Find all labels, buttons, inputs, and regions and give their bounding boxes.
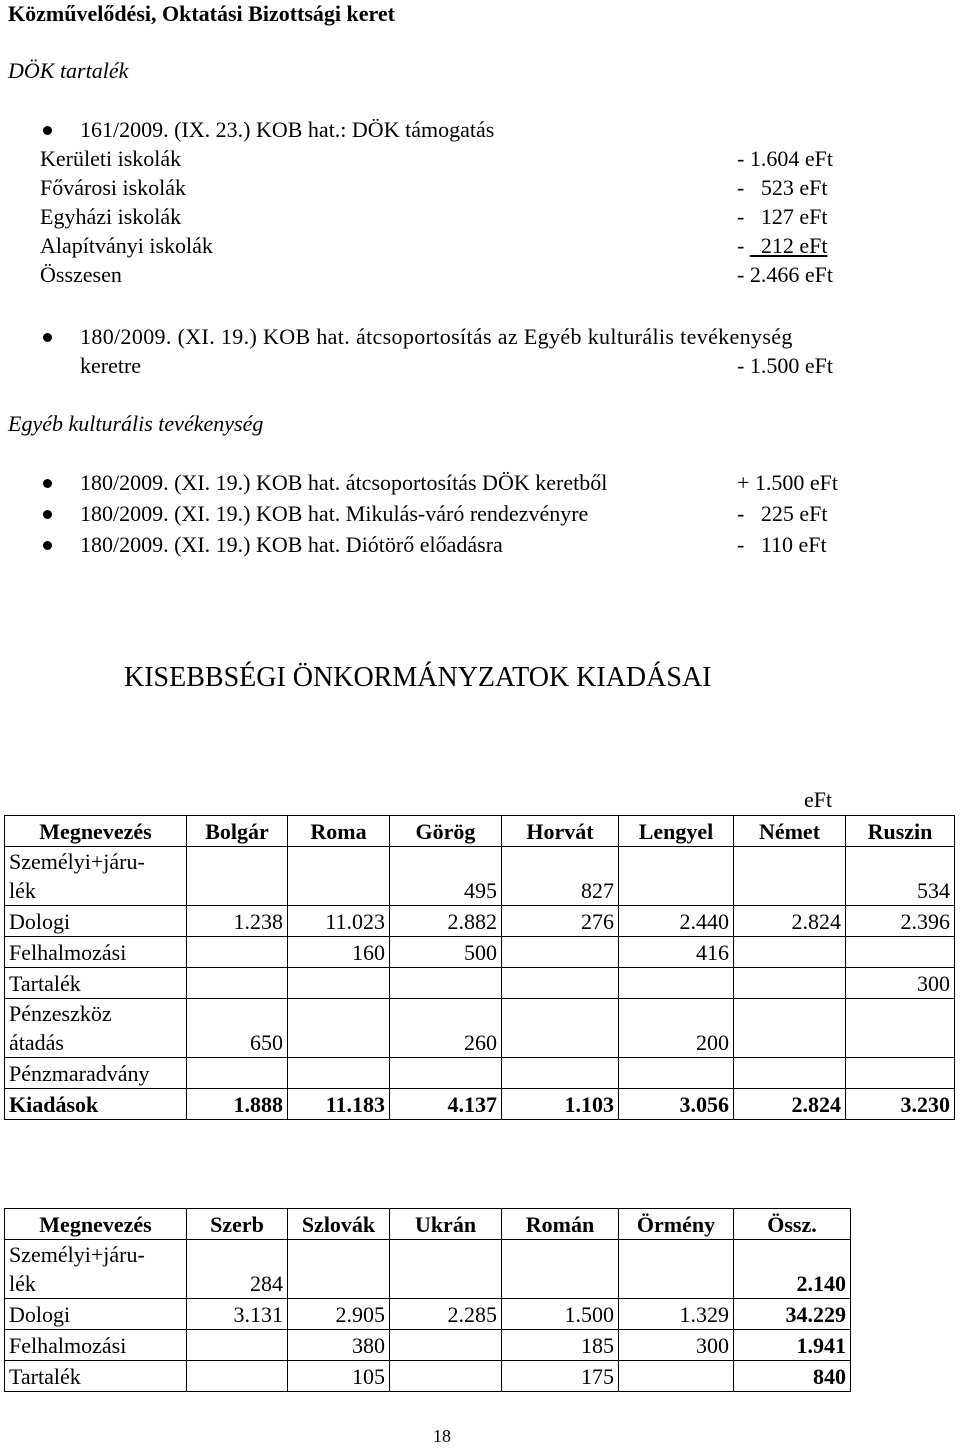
table-cell: 500: [390, 937, 502, 968]
table-cell: [846, 1058, 955, 1089]
table-cell: 105: [288, 1361, 390, 1392]
table-cell: 3.131: [187, 1299, 288, 1330]
table-cell: [187, 1058, 288, 1089]
bullet-icon: [43, 479, 52, 488]
column-header: Horvát: [502, 816, 619, 847]
table-header-row: [5, 1209, 851, 1240]
column-header: Roma: [288, 816, 390, 847]
row-label: Dologi: [5, 1299, 187, 1330]
table-cell: 1.888: [187, 1089, 288, 1120]
table-cell: [288, 999, 390, 1058]
column-header: Bolgár: [187, 816, 288, 847]
page-number: 18: [433, 1426, 451, 1446]
table-cell: [734, 847, 846, 906]
column-header: Szlovák: [288, 1209, 390, 1240]
table-cell: 11.183: [288, 1089, 390, 1120]
table-cell: 2.396: [846, 906, 955, 937]
table-cell: [390, 1058, 502, 1089]
dok-row-amount: - 127 eFt: [737, 204, 828, 229]
table-cell: [187, 968, 288, 999]
amount-underlined: 212 eFt: [749, 233, 828, 258]
row-label: Felhalmozási: [5, 937, 187, 968]
column-header: Szerb: [187, 1209, 288, 1240]
egyeb-item: 180/2009. (XI. 19.) KOB hat. Diótörő előadásra: [80, 532, 503, 557]
table-row: [5, 1240, 851, 1299]
table-cell: 175: [502, 1361, 619, 1392]
table-cell: [734, 937, 846, 968]
table-row: [5, 999, 955, 1058]
egyeb-item-amount: + 1.500 eFt: [737, 470, 839, 495]
table-cell: 4.137: [390, 1089, 502, 1120]
table-total-row: [5, 1089, 955, 1120]
section-title: Közművelődési, Oktatási Bizottsági keret: [8, 1, 395, 26]
subtitle-dok-tartalek: DÖK tartalék: [8, 58, 129, 83]
kisebbsegi-table-1: [4, 815, 955, 1120]
table-cell: [502, 1240, 619, 1299]
row-label: Tartalék: [5, 1361, 187, 1392]
table-row: [5, 1361, 851, 1392]
dok-row-label: Alapítványi iskolák: [40, 233, 213, 258]
table-cell: 650: [187, 999, 288, 1058]
table-cell: 534: [846, 847, 955, 906]
table-cell: 1.500: [502, 1299, 619, 1330]
table-row: [5, 1299, 851, 1330]
table-cell: [734, 968, 846, 999]
row-label: Dologi: [5, 906, 187, 937]
table-cell: 185: [502, 1330, 619, 1361]
table-cell: [390, 968, 502, 999]
table-row: [5, 847, 955, 906]
table-cell: 2.440: [619, 906, 734, 937]
table-cell: [502, 937, 619, 968]
table-cell: 276: [502, 906, 619, 937]
table-cell-total: 2.140: [734, 1240, 851, 1299]
table-cell: [187, 1330, 288, 1361]
dok-bullet-2-line1: 180/2009. (XI. 19.) KOB hat. átcsoportosítás az Egyéb kulturális tevékenység: [80, 324, 793, 349]
table-cell: 1.329: [619, 1299, 734, 1330]
row-label-text: Pénzeszköz átadás: [9, 1001, 112, 1055]
column-header: Örmény: [619, 1209, 734, 1240]
table-cell: 300: [846, 968, 955, 999]
row-label: [5, 847, 187, 906]
row-label: Felhalmozási: [5, 1330, 187, 1361]
kisebbsegi-table-2: [4, 1208, 851, 1392]
bullet-icon: [43, 510, 52, 519]
table-cell: 1.103: [502, 1089, 619, 1120]
table-cell-total: 840: [734, 1361, 851, 1392]
table-cell: 2.905: [288, 1299, 390, 1330]
table-cell: [288, 1058, 390, 1089]
dok-row-amount: - 523 eFt: [737, 175, 828, 200]
table-cell: [619, 1058, 734, 1089]
unit-label: eFt: [804, 787, 833, 812]
table-cell: 284: [187, 1240, 288, 1299]
table-cell: [288, 847, 390, 906]
table-cell: [846, 937, 955, 968]
column-header: Lengyel: [619, 816, 734, 847]
table-cell: 2.285: [390, 1299, 502, 1330]
table-cell-total: 34.229: [734, 1299, 851, 1330]
table-cell: [846, 999, 955, 1058]
table-cell: [288, 968, 390, 999]
row-label: Tartalék: [5, 968, 187, 999]
table-cell: [619, 1361, 734, 1392]
table-cell: [187, 847, 288, 906]
kisebbsegi-heading: KISEBBSÉGI ÖNKORMÁNYZATOK KIADÁSAI: [124, 662, 712, 693]
table-header-row: [5, 816, 955, 847]
table-row: [5, 906, 955, 937]
table-row: [5, 1330, 851, 1361]
amount-prefix: -: [737, 233, 750, 258]
row-label: Kiadások: [5, 1089, 187, 1120]
table-cell: 1.238: [187, 906, 288, 937]
egyeb-item-amount: - 110 eFt: [737, 532, 827, 557]
table-cell: 2.824: [734, 1089, 846, 1120]
table-cell: [390, 1361, 502, 1392]
dok-row-amount: [737, 232, 827, 260]
table-cell: [390, 1240, 502, 1299]
row-label: [5, 1240, 187, 1299]
dok-row-label: Egyházi iskolák: [40, 204, 182, 229]
column-header: Megnevezés: [5, 816, 187, 847]
table-cell: 380: [288, 1330, 390, 1361]
table-cell: 200: [619, 999, 734, 1058]
table-cell: 300: [619, 1330, 734, 1361]
table-cell: [288, 1240, 390, 1299]
table-cell: [619, 968, 734, 999]
column-header: Össz.: [734, 1209, 851, 1240]
table-cell: [502, 968, 619, 999]
table-cell: 160: [288, 937, 390, 968]
table-cell: [734, 999, 846, 1058]
table-cell: [619, 847, 734, 906]
row-label-text: Személyi+járu-lék: [9, 1242, 145, 1296]
table-cell: 827: [502, 847, 619, 906]
table-cell: 416: [619, 937, 734, 968]
table-cell: [187, 937, 288, 968]
table-cell: 260: [390, 999, 502, 1058]
dok-bullet-2-amount: - 1.500 eFt: [737, 353, 833, 378]
egyeb-item: 180/2009. (XI. 19.) KOB hat. Mikulás-váró rendezvényre: [80, 501, 589, 526]
table-cell: [390, 1330, 502, 1361]
table-cell: 495: [390, 847, 502, 906]
dok-total-amount: - 2.466 eFt: [737, 262, 833, 287]
bullet-icon: [43, 541, 52, 550]
column-header: Ukrán: [390, 1209, 502, 1240]
row-label-text: Személyi+járu-lék: [9, 849, 145, 903]
table-row: [5, 1058, 955, 1089]
dok-row-label: Fővárosi iskolák: [40, 175, 187, 200]
column-header: Német: [734, 816, 846, 847]
row-label: [5, 999, 187, 1058]
bullet-icon: [43, 333, 52, 342]
table-cell: [187, 1361, 288, 1392]
column-header: Román: [502, 1209, 619, 1240]
table-cell: 11.023: [288, 906, 390, 937]
table-cell: 3.056: [619, 1089, 734, 1120]
table-cell: [734, 1058, 846, 1089]
table-cell: [502, 999, 619, 1058]
table-row: [5, 968, 955, 999]
egyeb-item: 180/2009. (XI. 19.) KOB hat. átcsoportosítás DÖK keretből: [80, 470, 608, 495]
table-cell: [619, 1240, 734, 1299]
row-label: Pénzmaradvány: [5, 1058, 187, 1089]
table-cell: 2.824: [734, 906, 846, 937]
bullet-icon: [43, 126, 52, 135]
table-cell: 2.882: [390, 906, 502, 937]
dok-row-label: Kerületi iskolák: [40, 146, 182, 171]
table-row: [5, 937, 955, 968]
dok-total-label: Összesen: [40, 262, 122, 287]
table-cell: [502, 1058, 619, 1089]
table-cell-total: 1.941: [734, 1330, 851, 1361]
dok-row-amount: - 1.604 eFt: [737, 146, 833, 171]
column-header: Ruszin: [846, 816, 955, 847]
table-cell: 3.230: [846, 1089, 955, 1120]
dok-bullet-2-line2: keretre: [80, 353, 142, 378]
column-header: Görög: [390, 816, 502, 847]
subtitle-egyeb: Egyéb kulturális tevékenység: [8, 411, 264, 436]
column-header: Megnevezés: [5, 1209, 187, 1240]
egyeb-item-amount: - 225 eFt: [737, 501, 828, 526]
dok-bullet-1: 161/2009. (IX. 23.) KOB hat.: DÖK támogatás: [80, 117, 495, 142]
